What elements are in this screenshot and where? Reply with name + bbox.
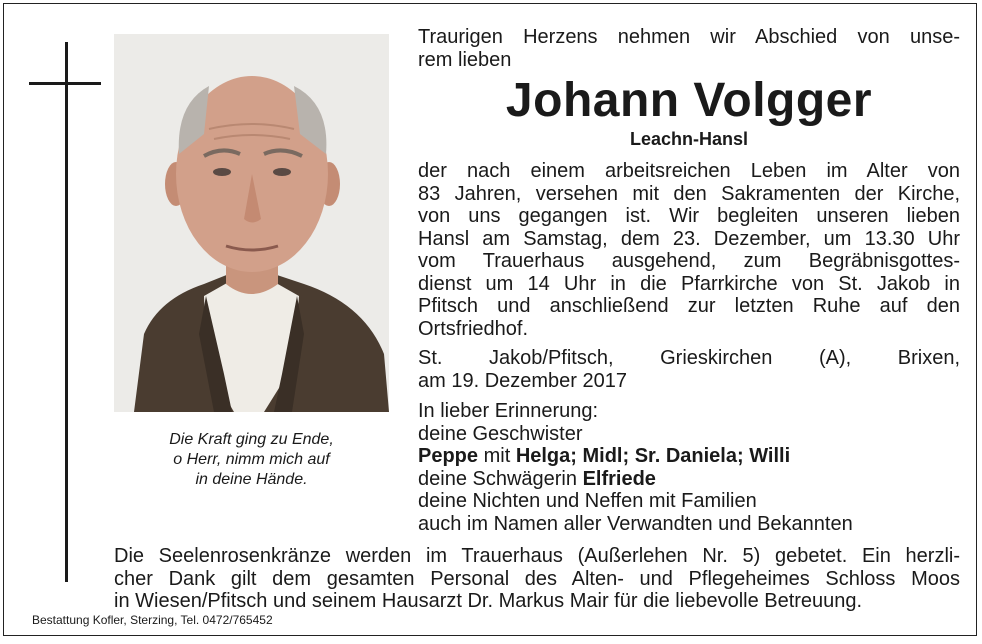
- deceased-nickname: Leachn-Hansl: [629, 129, 749, 149]
- caption-line: in deine Hände.: [195, 471, 308, 488]
- sister-in-law-label: deine Schwägerin: [418, 467, 583, 490]
- mourners-list: [418, 400, 960, 535]
- portrait-illustration: [114, 34, 389, 412]
- nieces-nephews-line: deine Nichten und Neffen mit Familien: [418, 490, 757, 512]
- siblings-conjunction: mit: [478, 445, 516, 467]
- body-line: vom Trauerhaus ausgehend, zum Begräbnisgottes-: [418, 250, 960, 272]
- siblings-line: [418, 445, 960, 468]
- body-line: Hansl am Samstag, dem 23. Dezember, um 13.30 Uhr: [418, 227, 960, 250]
- funeral-announcement: [418, 160, 960, 340]
- mourners-intro: In lieber Erinnerung:: [418, 400, 599, 422]
- date-line: am 19. Dezember 2017: [418, 369, 628, 392]
- footer-line: in Wiesen/Pfitsch und seinem Hausarzt Dr. Markus Mair für die liebevolle Betreuung.: [114, 590, 863, 612]
- intro-line: Traurigen Herzens nehmen wir Abschied von unse-: [418, 26, 960, 48]
- siblings-label: deine Geschwister: [418, 422, 583, 445]
- body-line: von uns gegangen ist. Wir begleiten unseren lieben: [418, 205, 960, 227]
- caption-line: Die Kraft ging zu Ende,: [169, 431, 334, 448]
- footer-line: cher Dank gilt dem gesamten Personal des Alten- und Pflegeheimes Schloss Moos: [114, 567, 960, 590]
- place-and-date: [418, 347, 960, 392]
- sister-in-law-name: Elfriede: [582, 467, 656, 490]
- body-line: Ortsfriedhof.: [418, 317, 529, 340]
- photo-caption: [114, 430, 389, 490]
- cross-vertical-bar: [65, 42, 68, 582]
- body-line: der nach einem arbeitsreichen Leben im Alter von: [418, 160, 960, 182]
- sibling-name: Peppe: [418, 445, 479, 467]
- caption-line: o Herr, nimm mich auf: [173, 451, 330, 468]
- portrait-photo: [114, 34, 389, 412]
- footer-line: Die Seelenrosenkränze werden im Trauerhaus (Außerlehen Nr. 5) gebetet. Ein herzli-: [114, 545, 960, 567]
- body-line: 83 Jahren, versehen mit den Sakramenten der Kirche,: [418, 182, 960, 205]
- relatives-line: auch im Namen aller Verwandten und Bekannten: [418, 512, 853, 535]
- body-line: Pfitsch und anschließend zur letzten Ruhe auf den: [418, 295, 960, 317]
- intro-text: [418, 26, 960, 71]
- cross-horizontal-bar: [29, 82, 101, 85]
- place-line: St. Jakob/Pfitsch, Grieskirchen (A), Brixen,: [418, 347, 960, 369]
- undertaker-info: Bestattung Kofler, Sterzing, Tel. 0472/765452: [32, 613, 273, 627]
- obituary-notice: [3, 3, 977, 636]
- intro-line: rem lieben: [418, 48, 512, 71]
- rosary-and-thanks: [114, 545, 960, 613]
- sibling-names: Helga; Midl; Sr. Daniela; Willi: [515, 445, 791, 467]
- sister-in-law-line: [418, 468, 960, 491]
- deceased-name: Johann Volgger: [505, 74, 873, 127]
- body-line: dienst um 14 Uhr in die Pfarrkirche von St. Jakob in: [418, 272, 960, 295]
